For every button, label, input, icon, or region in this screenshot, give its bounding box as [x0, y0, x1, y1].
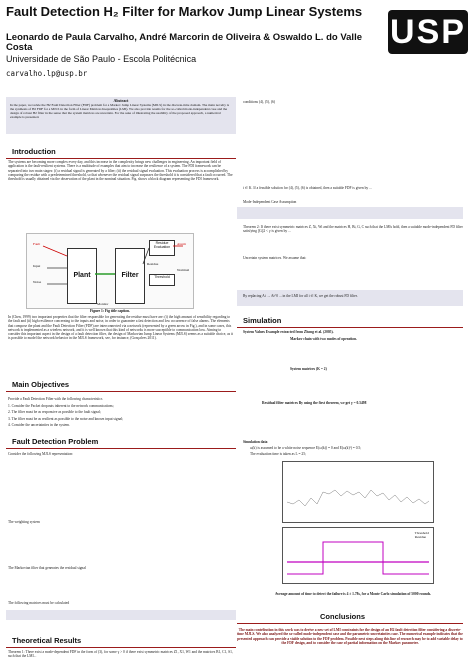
- objectives-list: [8, 396, 234, 429]
- filter-matrices-text: Residual filter matrices By using the first theorem, we get γ = 0.5498: [262, 401, 367, 405]
- residue-noise-plot: [282, 461, 434, 523]
- legend-residue: Residue: [414, 535, 427, 539]
- problem-text-3: The Markovian filter that generates the residual signal: [8, 566, 86, 570]
- conditions-text: conditions (4), (5), (6): [243, 100, 276, 104]
- alarm-label: Alarm: [177, 242, 186, 246]
- section-rule: [6, 647, 236, 648]
- simulation-data-heading: Simulation data: [243, 440, 268, 444]
- mode-independent-text: Mode-Independent Case Assumption: [243, 200, 297, 204]
- figure-caption: Figure 1: Fig title caption.: [90, 309, 130, 313]
- email: carvalho.lp@usp.br: [6, 69, 88, 78]
- section-simulation: Simulation: [243, 316, 282, 325]
- conclusions-text: The main contribution in this work was to derive a new set of LMI constraints for the design of an H2 fault detection filter considering a discrete-time MJLS. We also analyzed the so-called mode-independent case and the parametric uncertainties case. The numerical example indicates that the presented approach can provide a viable solution to the FDF problem. Possible next steps along this line of research may be to add variable delay to the FDF design, and to consider the case of partial information on the Markov parameter.: [237, 628, 463, 646]
- section-main-objectives: Main Objectives: [12, 380, 70, 389]
- section-rule: [237, 327, 463, 328]
- problem-text-4: The following matrices must be calculated: [8, 601, 70, 605]
- filter-label: Filter: [121, 272, 139, 279]
- assumption-band: [237, 207, 463, 219]
- section-introduction: Introduction: [12, 147, 56, 156]
- section-theoretical-results: Theoretical Results: [12, 636, 82, 645]
- affiliation: Universidade de São Paulo - Escola Politécnica: [6, 54, 197, 64]
- problem-text-1: Consider the following MJLS representation:: [8, 452, 74, 456]
- residue-label: Residue: [147, 262, 159, 266]
- abstract-heading: Abstract: [113, 98, 129, 103]
- diagram-arrows: [27, 234, 193, 308]
- problem-text-2: The weighting system: [8, 520, 40, 524]
- abstract-text: In the paper, we tackle the H2 Fault Detection Filter (FDF) problem for a Markov Jump Linear Systems (MJLS) in the discrete-time domain. The main novelty is the synthesis of H2 FDF for a MJLS in the form of Linear Matrices Inequalities (LMI). We also provide results for the so-called mode-independent case and the design of robust H2 filter in the sense that the system matrices are uncertain. For the sake of illustrating the usability of the proposed approach, a numerical example is presented.: [10, 103, 230, 120]
- threshold-block: Threshold: [149, 274, 175, 286]
- objective-item: 2. The filter must be as responsive as possible to the fault signal;: [8, 410, 101, 414]
- input-label: Input: [33, 264, 41, 268]
- markov-chain-text: Markov chain with two modes of operation.: [290, 337, 357, 341]
- objective-item: 3. The filter must be as resilient as possible to the noise and known input signal;: [8, 416, 124, 421]
- simulation-source: System Values Example extracted from Zhong et al. (2005).: [243, 330, 334, 334]
- objective-item: 4. Consider the uncertainties in the system.: [8, 423, 70, 427]
- fdi-block-diagram: [26, 233, 194, 309]
- nominal-label: Nominal: [177, 268, 190, 272]
- section-rule: [6, 158, 236, 159]
- intro-text: The systems are becoming more complex every day, and this increase in the complexity brings new challenges in engineering. An important field of application is the fault-resilient systems. There is a multitude of examples that aim to increase the resilience of a system. The FDI framework can be separated into two main stages: (i) a residual signal is generated by a filter; (ii) the residual signal evaluation. This evaluation process is accomplished by comparing the residue with a predetermined threshold, so that whenever the residual signal surpasses the threshold it is considered that a fault occurred. The threshold is usually obtained via the observation of the plant in the nominal situation. Fig. shows a block diagram representing the FDI framework.: [8, 160, 233, 182]
- replacing-band: [237, 290, 463, 306]
- abstract-box: [6, 97, 236, 134]
- residue-evaluation-block: Residue Evaluation: [149, 240, 175, 256]
- poster-title: Fault Detection H₂ Filter for Markov Jump Linear Systems: [6, 4, 363, 19]
- uncertain-text: Uncertain system matrices. We assume that:: [243, 256, 307, 260]
- system-matrices-text: System matrices (K = 2): [290, 367, 327, 371]
- poster-authors: Leonardo de Paula Carvalho, André Marcorin de Oliveira & Oswaldo L. do Valle Costa: [6, 32, 362, 53]
- matrices-band: [6, 610, 236, 620]
- fault-label: Fault: [33, 242, 41, 246]
- section-fault-detection-problem: Fault Detection Problem: [12, 437, 99, 446]
- objective-item: 1. Consider the Packet dropouts inherent to the network communications;: [8, 403, 114, 408]
- theorem-2-text: Theorem 2: If there exist symmetric matrices Z, Xi, Wi and the matrices H, Bi, G, C such that the LMIs hold, then a suitable mode-independent FD filter satisfying ||G||2 < γ is given by ...: [243, 225, 463, 234]
- objectives-intro: Provide a Fault Detection Filter with the following characteristics: [8, 397, 103, 401]
- poster-header: [0, 0, 474, 84]
- replacing-text: By replacing Ai → Ai^0 ... in the LMI for all i ∈ K, we get the robust FD filter.: [243, 294, 358, 298]
- section-conclusions: Conclusions: [320, 612, 366, 621]
- monitor-label: Monitor: [97, 302, 109, 306]
- intro-text-2: In (Chen, 1999) two important properties that the filter responsible for generating the residue must have are: (i) the high amount of sensibility regarding to the fault and (ii) high resilience concerning to the inputs and noise, in order to guarantee a fast detection and low occurrence of false alarms. The elements that compose the plant and the Fault Detection Filter (FDF) are interconnected via a network (represented by a green arrow in Fig.), and in some cases, this network is implemented as a wireless network, and it is well known that this kind of networks is more susceptible to communication loss. Aiming to consider this important aspect in the design of a fault detection filter, the design of Markovian Jump Linear Systems (MJLS) seems as a suitable choice, as it is possible to model the network behavior in the MJLS framework, see, for instance, (Gonçalves 2011).: [8, 315, 234, 341]
- legend: [415, 531, 429, 539]
- feasible-solution-text: i ∈ K. If a feasible solution for (4), (5), (6) is obtained, then a suitable FDF is given by ...: [243, 186, 372, 190]
- residue-threshold-trace: [283, 528, 433, 583]
- simulation-data-1: ω(k) is assumed to be a white noise sequence E(ω(k)) = 0 and E(ω(k)²) = 0.5;: [250, 446, 362, 450]
- residue-threshold-plot: [282, 527, 434, 584]
- section-rule: [6, 391, 236, 392]
- plant-label: Plant: [73, 272, 91, 279]
- section-rule: [6, 448, 236, 449]
- theorem-1-text: Theorem 1: There exist a mode-dependent FDF in the form of (3), for some γ > 0 if there exist symmetric matrices Z1, X1, W1 and the matrices B1, C1, S1, such that the LMI...: [8, 650, 233, 659]
- usp-logo: USP: [388, 10, 468, 54]
- legend-threshold: Threshold: [414, 531, 429, 535]
- noise-label: Noise: [33, 280, 42, 284]
- residue-noise-trace: [283, 462, 433, 522]
- detection-time-text: Average amount of time to detect the failure is 4 ± 1.78s, for a Monte Carlo simulation of 5000 rounds.: [274, 592, 432, 596]
- section-rule: [237, 623, 463, 624]
- simulation-data-2: The evaluation time is taken as L = 25;: [250, 452, 306, 456]
